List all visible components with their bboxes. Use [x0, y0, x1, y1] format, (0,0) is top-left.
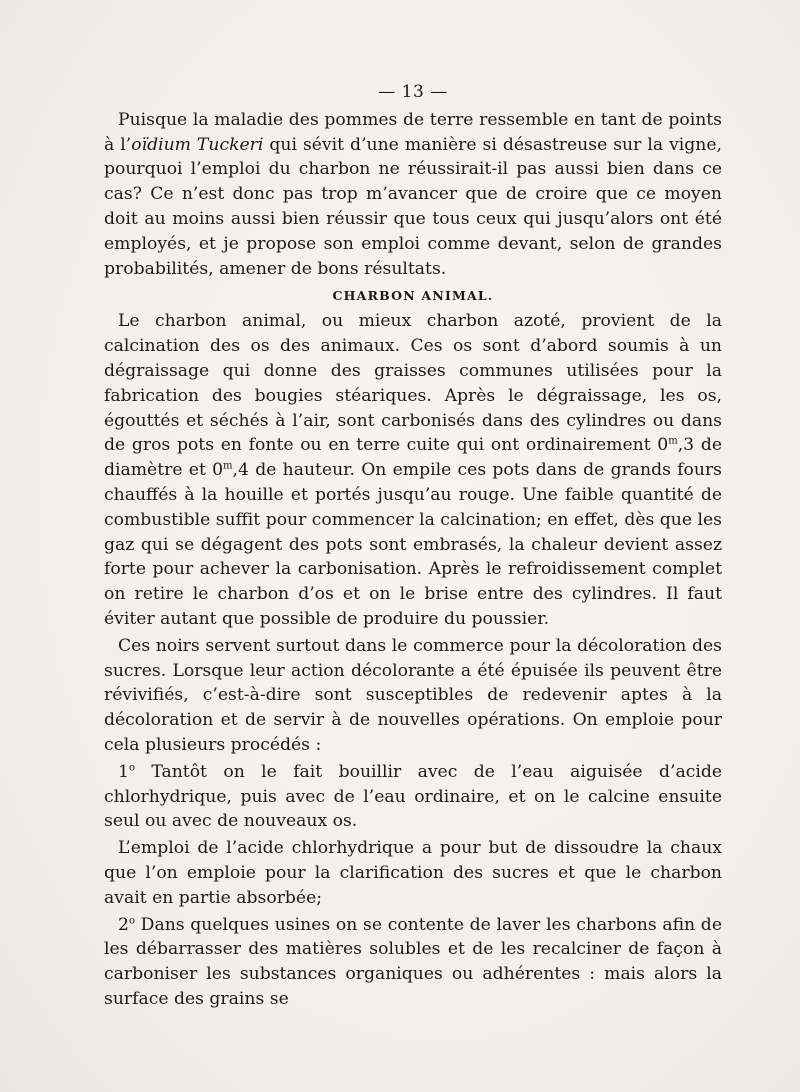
paragraph-text: Dans quelques usines on se contente de laver les charbons afin de les débarrasser des matières solubles et de les recalciner de façon à carboniser les substances organiques ou adhérentes : mais alors la surface des grains se: [104, 914, 722, 1009]
paragraph-text: Puisque la maladie des pommes de terre ressemble en tant de points à l’: [104, 109, 722, 155]
paragraph-potato-disease: [104, 108, 722, 282]
paragraph-text: Tantôt on le fait bouillir avec de l’eau aiguisée d’acide chlorhydrique, puis avec de l’eau ordinaire, et on le calcine ensuite seul ou avec de nouveaux os.: [104, 761, 722, 832]
paragraph-text: ,4 de hauteur. On empile ces pots dans de grands fours chauffés à la houille et portés jusqu’au rouge. Une faible quantité de combustible suffit pour commencer la calcination; en effet, dès que les gaz qui se dégagent des pots sont embrasés, la chaleur devient assez forte pour achever la carbonisation. Après le refroidissement complet on retire le charbon d’os et on le brise entre des cylindres. Il faut éviter autant que possible de produire du poussier.: [104, 460, 722, 629]
paragraph-text: Le charbon animal, ou mieux charbon azoté, provient de la calcination des os des animaux. Ces os sont d’abord soumis à un dégraissage qui donne des graisses communes utilisées pour la fabrication des bougies stéariques. Après le dégraissage, les os, égouttés et séchés à l’air, sont carbonisés dans des cylindres ou dans de gros pots en fonte ou en terre cuite qui ont ordinairement 0: [104, 311, 722, 456]
section-heading: CHARBON ANIMAL.: [332, 288, 494, 304]
ordinal-superscript: o: [128, 761, 135, 773]
page-number: — 13 —: [378, 82, 448, 102]
paragraph-animal-charcoal: [104, 309, 722, 631]
paragraph-text: qui sévit d’une manière si désastreuse sur la vigne, pourquoi l’emploi du charbon ne réussirait-il pas aussi bien dans ce cas? Ce n’est donc pas trop m’avancer que de croire que ce moyen doit au moins aussi bien réussir que tous ceux qui jusqu’alors ont été employés, et je propose son emploi comme devant, selon de grandes probabilités, amener de bons résultats.: [104, 134, 723, 279]
paragraph-method-2: [104, 913, 722, 1012]
unit-superscript: m: [668, 435, 678, 447]
paragraph-text: ,3 de diamètre et 0: [104, 435, 722, 481]
ordinal-superscript: o: [128, 914, 135, 926]
paragraph-hydrochloric-acid: L’emploi de l’acide chlorhydrique a pour but de dissoudre la chaux que l’on emploie pour la clarification des sucres et que le charbon avait en partie absorbée;: [104, 838, 722, 908]
unit-superscript: m: [223, 460, 233, 472]
paragraph-decolorization: Ces noirs servent surtout dans le commerce pour la décoloration des sucres. Lorsque leur action décolorante a été épuisée ils peuvent être révivifiés, c’est-à-dire sont susceptibles de redevenir aptes à la décoloration et de servir à de nouvelles opérations. On emploie pour cela plusieurs procédés :: [104, 635, 722, 755]
page-content: [104, 80, 722, 1012]
list-number: 1: [118, 761, 129, 782]
list-number: 2: [118, 914, 129, 935]
paragraph-method-1: [104, 760, 722, 834]
italic-term-oidium: oïdium Tuckeri: [131, 134, 264, 155]
